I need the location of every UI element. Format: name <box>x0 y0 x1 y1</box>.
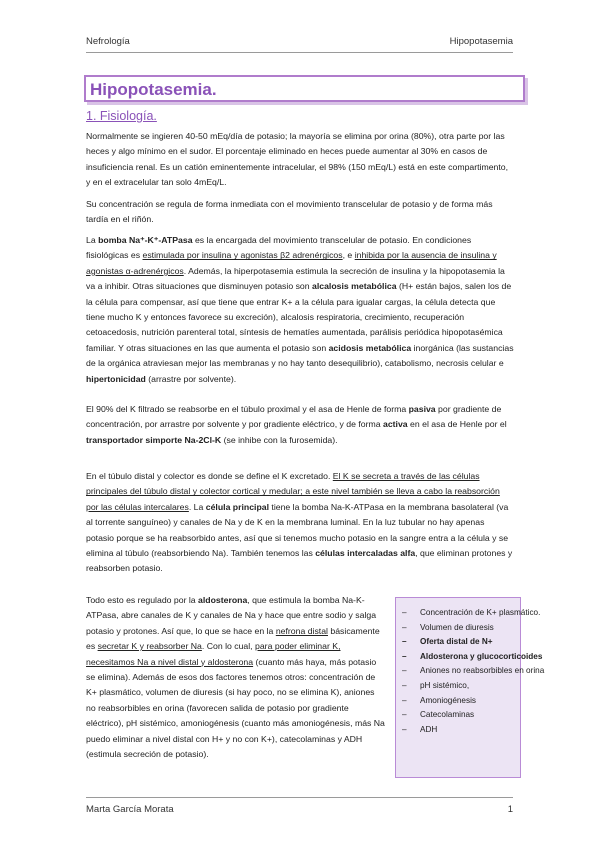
header-topic: Hipopotasemia <box>449 36 513 47</box>
factors-list <box>402 606 545 737</box>
paragraph-distal-tubule: En el túbulo distal y colector es donde se define el K excretado. El K se secreta a través de las células principales del túbulo distal y colector cortical y medular; a este nivel también se lleva a cabo la reabsorción por las células intercalares. La célula principal tiene la bomba Na-K-ATPasa en la membrana basolateral (va al torrente sanguíneo) y canales de Na y de K en la membrana luminal. En la luz tubular no hay apenas potasio porque se ha reabsorbido antes, así que si tenemos mucho potasio en la sangre entra a la célula y se elimina al túbulo (reabsorbiendo Na). También tenemos las células intercaladas alfa, que eliminan protones y reabsorben potasio. <box>86 471 513 574</box>
list-item: – ADH <box>402 724 438 734</box>
paragraph-intro: Normalmente se ingieren 40-50 mEq/día de potasio; la mayoría se elimina por orina (80%), otra parte por las heces y algo mínimo en el sudor. El porcentaje eliminado en heces puede aumentar al 30% en casos de insuficiencia renal. Es un catión eminentemente intracelular, el 98% (150 mEq/L) está en este compartimento, y en el extracelular tan solo 4mEq/L. <box>86 131 509 188</box>
list-item: – Catecolaminas <box>402 710 475 720</box>
paragraph-regulation: Su concentración se regula de forma inmediata con el movimiento transcelular de potasio y de forma más tardía en el riñón. <box>86 199 493 225</box>
list-item: – Concentración de K+ plasmático. <box>402 608 541 617</box>
list-item: – Aldosterona y glucocorticoides <box>402 651 543 661</box>
page-footer <box>86 797 513 818</box>
list-item: – Aniones no reabsorbibles en orina <box>402 666 545 676</box>
section-heading: 1. Fisiología. <box>86 109 157 123</box>
footer-author: Marta García Morata <box>86 804 174 815</box>
list-item: – Volumen de diuresis <box>402 622 494 632</box>
title-box <box>84 75 525 102</box>
list-item: – Amoniogénesis <box>402 695 476 705</box>
paragraph-aldosterone: Todo esto es regulado por la aldosterona, que estimula la bomba Na-K-ATPasa, abre canales de K y canales de Na y hace que entre sodio y salga potasio y protones. Así que, lo que se hace en la nefrona distal básicamente es secretar K y reabsorber Na. Con lo cual, para poder eliminar K, necesitamos Na a nivel distal y aldosterona (cuanto más haya, más potasio se elimina). Además de esos dos factores tenemos otros: concentración de K+ plasmático, volumen de diuresis (si hay poco, no se elimina K), aniones no reabsorbibles en orina (favorecen salida de potasio por gradiente eléctrico), pH sistémico, amoniogénesis (cuanto más amoniogénesis, más Na puedo eliminar a nivel distal con H+ y no con K+), catecolaminas y ADH (estimula secreción de potasio). <box>86 595 385 760</box>
page-number: 1 <box>507 804 513 815</box>
list-item: – Oferta distal de N+ <box>402 637 493 647</box>
paragraph-reabsorption: El 90% del K filtrado se reabsorbe en el túbulo proximal y el asa de Henle de forma pasiva por gradiente de concentración, por arrastre por solvente y por gradiente eléctrico, y de forma activa en el asa de Henle por el transportador simporte Na-2Cl-K (se inhibe con la furosemida). <box>86 404 507 445</box>
paragraph-pump: La bomba Na⁺-K⁺-ATPasa es la encargada del movimiento transcelular de potasio. En condiciones fisiológicas es estimulada por insulina y agonistas β2 adrenérgicos, e inhibida por la ausencia de insulina y agonistas α-adrenérgicos. Además, la hiperpotasemia estimula la secreción de insulina y la hipopotasemia la va a inhibir. Otras situaciones que disminuyen potasio son alcalosis metabólica (H+ están bajos, salen los de la célula para compensar, así que tiene que entrar K+ a la célula para igualar cargas, la célula detecta que tiene mucho K y entonces favorece su excreción), alcalosis respiratoria, crecimiento, recuperación cetoacedosis, nutrición parenteral total, síntesis de hematíes aumentada, parálisis periódica hipopotasémica familiar. Y otras situaciones en las que aumenta el potasio son acidosis metabólica inorgánica (las sustancias de la orgánica atraviesan mejor las membranas y no hay tanto desequilibrio), catabolismo, necrosis celular e hipertonicidad (arrastre por solvente). <box>86 235 514 384</box>
factors-box <box>395 597 545 778</box>
list-item: – pH sistémico, <box>402 680 470 690</box>
header-subject: Nefrología <box>86 36 130 47</box>
page-header <box>86 36 513 53</box>
page-title: Hipopotasemia. <box>90 80 217 99</box>
